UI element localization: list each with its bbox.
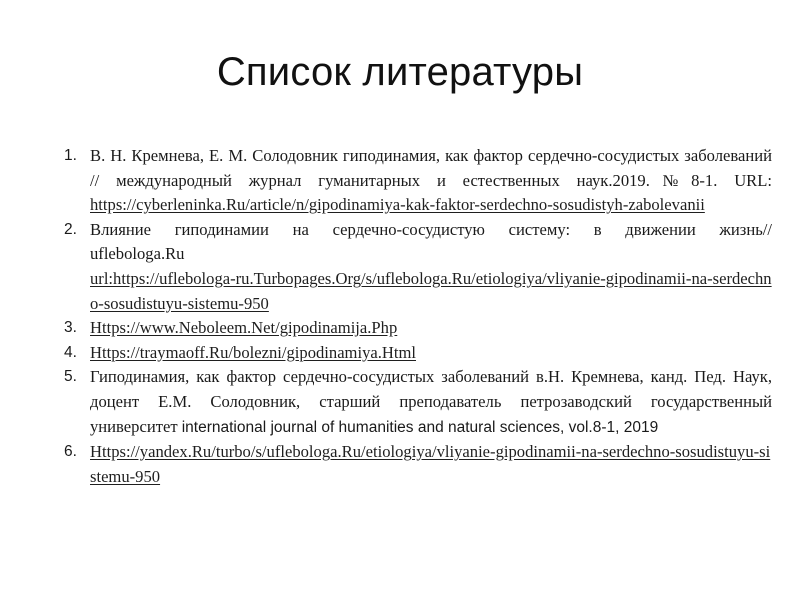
reference-item-4 — [64, 341, 772, 366]
reference-link[interactable]: https://cyberleninka.Ru/article/n/gipodinamiya-kak-faktor-serdechno-sosudistyh-zabolevanii — [90, 195, 705, 215]
reference-link[interactable]: Https://www.Neboleem.Net/gipodinamija.Php — [90, 318, 398, 338]
reference-text — [90, 144, 772, 193]
reference-link[interactable]: Https://yandex.Ru/turbo/s/uflebologa.Ru/etiologiya/vliyanie-gipodinamii-na-serdechno-sosudistuyu-sistemu-950 — [90, 442, 771, 486]
reference-link[interactable]: url:https://uflebologa-ru.Turbopages.Org/s/uflebologa.Ru/etiologiya/vliyanie-gipodinamii-na-serdechno-sosudistuyu-sistemu-950 — [90, 268, 772, 313]
reference-item-2 — [64, 218, 772, 316]
reference-list — [64, 144, 772, 489]
page-title: Список литературы — [216, 50, 584, 94]
reference-item-1 — [64, 144, 772, 218]
reference-item-3 — [64, 316, 772, 341]
reference-item-5 — [64, 365, 772, 440]
reference-number: 3. — [64, 319, 77, 337]
reference-citation: В. Н. Кремнева, Е. М. Солодовник гиподинамия, как фактор сердечно-сосудистых заболеваний // международный журнал гуманитарных и естественных наук.2019.№8-1. URL: — [90, 146, 772, 190]
reference-item-6 — [64, 440, 772, 489]
reference-citation: Гиподинамия, как фактор сердечно-сосудистых заболеваний в.Н. Кремнева, канд. Пед. Наук, доцент Е.М. Солодовник, старший преподаватель петрозаводский государственный университет — [90, 367, 772, 436]
reference-number: 1. — [64, 147, 77, 164]
reference-source: uflebologa.Ru — [90, 244, 185, 264]
reference-link[interactable]: Https://traymaoff.Ru/bolezni/gipodinamiya.Html — [90, 342, 416, 362]
reference-title: Влияние гиподинамии на сердечно-сосудистую систему: в движении жизнь// — [90, 219, 772, 239]
reference-number: 5. — [64, 368, 77, 386]
reference-number: 2. — [64, 220, 77, 238]
reference-journal: international journal of humanities and natural sciences, vol.8-1, 2019 — [181, 418, 659, 436]
reference-number: 4. — [64, 343, 77, 361]
reference-number: 6. — [64, 443, 77, 461]
